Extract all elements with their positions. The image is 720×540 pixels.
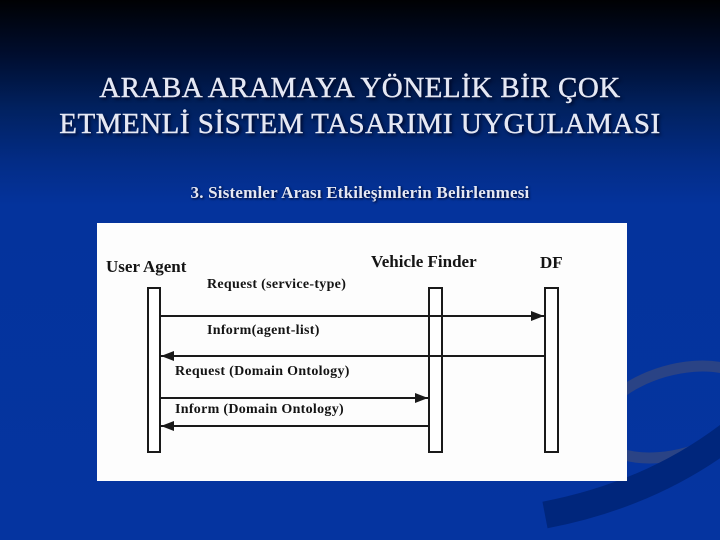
- actor-label-df: DF: [540, 253, 563, 272]
- activation-bar-df: [544, 287, 559, 453]
- sequence-diagram-panel: [97, 223, 627, 481]
- message-label-request-domain-ontology: Request (Domain Ontology): [175, 364, 350, 379]
- arrowhead-left-icon: [161, 421, 174, 431]
- slide-title-line1: ARABA ARAMAYA YÖNELİK BİR ÇOK: [99, 72, 621, 104]
- message-arrow-request-service-type: [161, 315, 544, 317]
- slide-subtitle: 3. Sistemler Arası Etkileşimlerin Belirlenmesi: [190, 183, 530, 202]
- activation-bar-vehicle-finder: [428, 287, 443, 453]
- arrowhead-right-icon: [531, 311, 544, 321]
- message-arrow-inform-agent-list: [161, 355, 544, 357]
- message-label-inform-domain-ontology: Inform (Domain Ontology): [175, 402, 344, 417]
- message-label-request-service-type: Request (service-type): [207, 277, 347, 292]
- arrowhead-right-icon: [415, 393, 428, 403]
- actor-label-vehicle-finder: Vehicle Finder: [371, 252, 477, 271]
- arrowhead-left-icon: [161, 351, 174, 361]
- message-label-inform-agent-list: Inform(agent-list): [207, 323, 320, 338]
- slide-title-line2: ETMENLİ SİSTEM TASARIMI UYGULAMASI: [59, 108, 661, 140]
- message-arrow-inform-domain-ontology: [161, 425, 428, 427]
- message-arrow-request-domain-ontology: [161, 397, 428, 399]
- actor-label-user-agent: User Agent: [106, 257, 187, 276]
- activation-bar-user-agent: [147, 287, 161, 453]
- slide-title: [15, 70, 705, 142]
